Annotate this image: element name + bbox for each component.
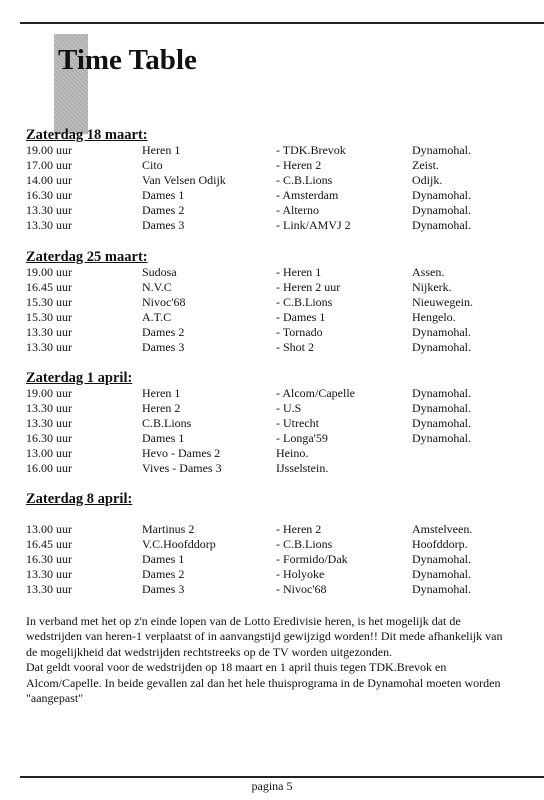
venue: Dynamohal. [412, 386, 471, 400]
match-time: 14.00 uur [26, 173, 72, 187]
home-team: N.V.C [142, 280, 172, 294]
schedule-row [26, 401, 471, 416]
schedule-row [26, 582, 471, 597]
schedule-row [26, 173, 443, 188]
venue: Nijkerk. [412, 280, 452, 294]
schedule-row [26, 310, 456, 325]
section-heading: Zaterdag 25 maart: [26, 249, 148, 265]
away-team: - Alcom/Capelle [276, 386, 355, 400]
away-team: - Tornado [276, 325, 323, 339]
match-time: 13.30 uur [26, 401, 72, 415]
section-heading: Zaterdag 1 april: [26, 370, 133, 386]
home-team: Cito [142, 158, 163, 172]
home-team: Dames 2 [142, 325, 185, 339]
schedule-row [26, 280, 452, 295]
note-paragraph: In verband met het op z'n einde lopen van de Lotto Eredivisie heren, is het mogelijk dat de wedstrijden van heren-1 verplaatst of in aanvangstijd gewijzigd worden!! Dit mede afhankelijk van de mogelijkheid dat wedstrijden rechtstreeks op de TV worden uitgezonden. [26, 614, 503, 659]
away-team: - Heren 1 [276, 265, 322, 279]
schedule-row [26, 461, 329, 476]
home-team: V.C.Hoofddorp [142, 537, 216, 551]
match-time: 13.30 uur [26, 416, 72, 430]
match-time: 19.00 uur [26, 386, 72, 400]
section-heading: Zaterdag 8 april: [26, 491, 133, 507]
match-time: 16.00 uur [26, 461, 72, 475]
venue: Hoofddorp. [412, 537, 468, 551]
away-team: - Holyoke [276, 567, 325, 581]
away-team: - Heren 2 uur [276, 280, 341, 294]
match-time: 13.30 uur [26, 340, 72, 354]
schedule-row [26, 537, 468, 552]
note-paragraph: Dat geldt vooral voor de wedstrijden op 18 maart en 1 april thuis tegen TDK.Brevok en Alcom/Capelle. In beide gevallen zal dan het hele thuisprograma in de Dynamohal moeten worden "aangepast" [26, 660, 501, 706]
away-team: - Amsterdam [276, 188, 339, 202]
away-team: - Dames 1 [276, 310, 326, 324]
venue: Dynamohal. [412, 325, 471, 339]
schedule-row [26, 143, 471, 158]
home-team: Dames 1 [142, 431, 185, 445]
home-team: Heren 2 [142, 401, 181, 415]
match-time: 13.30 uur [26, 582, 72, 596]
away-team: - Nivoc'68 [276, 582, 327, 596]
schedule-row [26, 295, 473, 310]
match-time: 19.00 uur [26, 265, 72, 279]
venue: Assen. [412, 265, 445, 279]
away-team: - Formido/Dak [276, 552, 348, 566]
schedule-row [26, 203, 471, 218]
schedule-row [26, 431, 471, 446]
home-team: Dames 3 [142, 582, 185, 596]
match-time: 17.00 uur [26, 158, 72, 172]
venue: Zeist. [412, 158, 439, 172]
match-time: 15.30 uur [26, 310, 72, 324]
schedule-row [26, 218, 471, 233]
match-time: 13.30 uur [26, 218, 72, 232]
away-team: - U.S [276, 401, 302, 415]
match-time: 13.30 uur [26, 567, 72, 581]
away-team: - Longa'59 [276, 431, 328, 445]
away-team: - Heren 2 [276, 158, 322, 172]
match-time: 16.30 uur [26, 552, 72, 566]
venue: Hengelo. [412, 310, 456, 324]
venue: Odijk. [412, 173, 443, 187]
match-time: 15.30 uur [26, 295, 72, 309]
venue: Dynamohal. [412, 416, 471, 430]
home-team: Heren 1 [142, 386, 181, 400]
venue: Dynamohal. [412, 431, 471, 445]
home-team: C.B.Lions [142, 416, 192, 430]
home-team: Nivoc'68 [142, 295, 186, 309]
match-time: 16.30 uur [26, 431, 72, 445]
schedule-row [26, 567, 471, 582]
venue: Dynamohal. [412, 218, 471, 232]
home-team: Dames 1 [142, 188, 185, 202]
schedule-row [26, 158, 439, 173]
schedule-row [26, 325, 471, 340]
bottom-rule [20, 776, 544, 778]
away-team: - Alterno [276, 203, 319, 217]
match-time: 13.30 uur [26, 203, 72, 217]
match-time: 16.45 uur [26, 280, 72, 294]
match-time: 13.00 uur [26, 446, 72, 460]
venue: Dynamohal. [412, 203, 471, 217]
match-time: 16.30 uur [26, 188, 72, 202]
away-team: - C.B.Lions [276, 173, 333, 187]
home-team: Sudosa [142, 265, 177, 279]
schedule-row [26, 522, 473, 537]
away-team: - C.B.Lions [276, 537, 333, 551]
schedule-row [26, 552, 471, 567]
schedule-row [26, 416, 471, 431]
home-team: Dames 3 [142, 218, 185, 232]
home-team: Martinus 2 [142, 522, 195, 536]
schedule-row [26, 340, 471, 355]
home-team: Heren 1 [142, 143, 181, 157]
schedule-section-4 [26, 491, 473, 597]
schedule-section-2 [26, 249, 473, 355]
top-rule [20, 22, 544, 24]
page-number: pagina 5 [251, 779, 293, 793]
away-team: - Link/AMVJ 2 [276, 218, 351, 232]
home-team: Dames 3 [142, 340, 185, 354]
venue: Dynamohal. [412, 552, 471, 566]
away-team: - TDK.Brevok [276, 143, 346, 157]
venue: Dynamohal. [412, 340, 471, 354]
home-team: Vives - Dames 3 [142, 461, 222, 475]
venue: Nieuwegein. [412, 295, 473, 309]
schedule-section-1 [26, 127, 471, 233]
venue: Amstelveen. [412, 522, 473, 536]
home-team: Hevo - Dames 2 [142, 446, 221, 460]
match-time: 13.00 uur [26, 522, 72, 536]
home-team: Dames 2 [142, 203, 185, 217]
venue: Dynamohal. [412, 567, 471, 581]
section-heading: Zaterdag 18 maart: [26, 127, 148, 143]
schedule-row [26, 386, 471, 401]
venue: Dynamohal. [412, 401, 471, 415]
home-team: A.T.C [142, 310, 172, 324]
schedule-row [26, 188, 471, 203]
schedule-section-3 [26, 370, 471, 476]
section-spacer [26, 507, 132, 522]
match-time: 13.30 uur [26, 325, 72, 339]
match-time: 16.45 uur [26, 537, 72, 551]
away-team: - C.B.Lions [276, 295, 333, 309]
venue: Dynamohal. [412, 188, 471, 202]
page-title: Time Table [58, 44, 197, 76]
away-team: - Utrecht [276, 416, 319, 430]
match-time: 19.00 uur [26, 143, 72, 157]
home-team: Van Velsen Odijk [142, 173, 226, 187]
away-team: Heino. [276, 446, 309, 460]
notes [26, 614, 516, 706]
away-team: - Heren 2 [276, 522, 322, 536]
home-team: Dames 1 [142, 552, 185, 566]
schedule-row [26, 446, 309, 461]
venue: Dynamohal. [412, 582, 471, 596]
venue: Dynamohal. [412, 143, 471, 157]
home-team: Dames 2 [142, 567, 185, 581]
away-team: - Shot 2 [276, 340, 315, 354]
schedule-row [26, 265, 445, 280]
away-team: IJsselstein. [276, 461, 329, 475]
